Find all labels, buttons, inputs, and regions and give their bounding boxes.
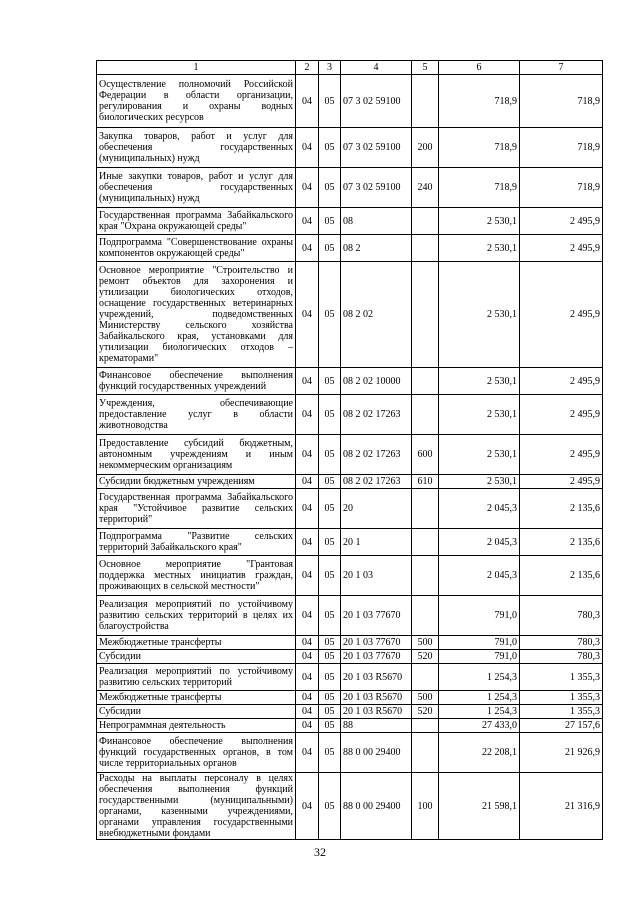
- row-amount-col7: 780,3: [520, 636, 603, 650]
- row-name: Межбюджетные трансферты: [97, 636, 296, 650]
- row-target-code: 08 2 02 17263: [341, 475, 412, 489]
- row-expense-type: [412, 529, 439, 556]
- row-expense-type: [412, 75, 439, 128]
- table-row: [97, 75, 603, 128]
- row-name: Государственная программа Забайкальского края "Охрана окружающей среды": [97, 208, 296, 235]
- row-amount-col6: 718,9: [439, 75, 520, 128]
- row-expense-type: [412, 719, 439, 733]
- table-row: [97, 435, 603, 475]
- row-name: Основное мероприятие "Грантовая поддержка местных инициатив граждан, проживающих в сельской местности": [97, 556, 296, 596]
- table-row: [97, 128, 603, 168]
- row-target-code: 20 1 03 R5670: [341, 691, 412, 705]
- row-expense-type: 500: [412, 691, 439, 705]
- row-subsection: 05: [319, 773, 341, 840]
- row-subsection: 05: [319, 208, 341, 235]
- table-header-row: [97, 61, 603, 75]
- row-section: 04: [296, 368, 319, 395]
- row-section: 04: [296, 168, 319, 208]
- table-row: [97, 691, 603, 705]
- row-target-code: 88 0 00 29400: [341, 773, 412, 840]
- header-cell: 6: [439, 61, 520, 75]
- row-amount-col7: 718,9: [520, 128, 603, 168]
- row-target-code: 07 3 02 59100: [341, 168, 412, 208]
- row-section: 04: [296, 529, 319, 556]
- row-subsection: 05: [319, 235, 341, 262]
- row-target-code: 08 2 02 17263: [341, 395, 412, 435]
- row-expense-type: [412, 664, 439, 691]
- row-subsection: 05: [319, 435, 341, 475]
- row-expense-type: 200: [412, 128, 439, 168]
- table-row: [97, 395, 603, 435]
- row-amount-col7: 2 135,6: [520, 489, 603, 529]
- row-target-code: 88: [341, 719, 412, 733]
- row-amount-col7: 27 157,6: [520, 719, 603, 733]
- row-amount-col6: 2 530,1: [439, 435, 520, 475]
- row-section: 04: [296, 395, 319, 435]
- row-subsection: 05: [319, 529, 341, 556]
- table-row: [97, 773, 603, 840]
- row-target-code: 20 1 03 77670: [341, 650, 412, 664]
- row-expense-type: [412, 368, 439, 395]
- row-expense-type: [412, 556, 439, 596]
- row-subsection: 05: [319, 395, 341, 435]
- table-row: [97, 262, 603, 368]
- row-target-code: 07 3 02 59100: [341, 75, 412, 128]
- row-target-code: 20 1 03 R5670: [341, 664, 412, 691]
- row-section: 04: [296, 489, 319, 529]
- header-cell: 2: [296, 61, 319, 75]
- table-row: [97, 650, 603, 664]
- row-amount-col7: 2 495,9: [520, 395, 603, 435]
- header-cell: 3: [319, 61, 341, 75]
- table-row: [97, 368, 603, 395]
- header-cell: 5: [412, 61, 439, 75]
- row-amount-col7: 2 495,9: [520, 368, 603, 395]
- table-row: [97, 235, 603, 262]
- row-amount-col7: 1 355,3: [520, 705, 603, 719]
- row-expense-type: [412, 733, 439, 773]
- header-cell: 7: [520, 61, 603, 75]
- row-subsection: 05: [319, 368, 341, 395]
- row-name: Подпрограмма "Развитие сельских территорий Забайкальского края": [97, 529, 296, 556]
- row-amount-col7: 21 316,9: [520, 773, 603, 840]
- row-amount-col7: 2 495,9: [520, 262, 603, 368]
- row-amount-col6: 1 254,3: [439, 664, 520, 691]
- table-row: [97, 529, 603, 556]
- table-row: [97, 733, 603, 773]
- page-number: 32: [314, 845, 326, 859]
- table-row: [97, 168, 603, 208]
- table-row: [97, 556, 603, 596]
- row-section: 04: [296, 773, 319, 840]
- row-target-code: 20 1: [341, 529, 412, 556]
- row-section: 04: [296, 719, 319, 733]
- row-target-code: 08 2: [341, 235, 412, 262]
- row-target-code: 20 1 03 77670: [341, 636, 412, 650]
- row-section: 04: [296, 733, 319, 773]
- table-row: [97, 719, 603, 733]
- row-subsection: 05: [319, 691, 341, 705]
- row-amount-col6: 718,9: [439, 168, 520, 208]
- row-subsection: 05: [319, 733, 341, 773]
- row-amount-col7: 1 355,3: [520, 691, 603, 705]
- row-subsection: 05: [319, 489, 341, 529]
- row-subsection: 05: [319, 168, 341, 208]
- row-amount-col7: 718,9: [520, 75, 603, 128]
- row-section: 04: [296, 75, 319, 128]
- table-row: [97, 475, 603, 489]
- row-amount-col7: 21 926,9: [520, 733, 603, 773]
- row-amount-col6: 791,0: [439, 636, 520, 650]
- row-section: 04: [296, 596, 319, 636]
- row-expense-type: 520: [412, 650, 439, 664]
- row-amount-col7: 2 135,6: [520, 556, 603, 596]
- row-amount-col6: 21 598,1: [439, 773, 520, 840]
- row-amount-col7: 2 495,9: [520, 435, 603, 475]
- row-subsection: 05: [319, 75, 341, 128]
- budget-table: [96, 60, 603, 840]
- header-cell: 4: [341, 61, 412, 75]
- row-name: Государственная программа Забайкальского края "Устойчивое развитие сельских территорий": [97, 489, 296, 529]
- row-section: 04: [296, 556, 319, 596]
- row-name: Субсидии: [97, 650, 296, 664]
- row-expense-type: [412, 262, 439, 368]
- row-target-code: 08 2 02 10000: [341, 368, 412, 395]
- row-name: Субсидии: [97, 705, 296, 719]
- table-row: [97, 489, 603, 529]
- row-expense-type: 100: [412, 773, 439, 840]
- row-section: 04: [296, 128, 319, 168]
- row-target-code: 08: [341, 208, 412, 235]
- table-row: [97, 705, 603, 719]
- row-amount-col6: 791,0: [439, 650, 520, 664]
- row-section: 04: [296, 475, 319, 489]
- row-name: Реализация мероприятий по устойчивому развитию сельских территорий в целях их благоустройства: [97, 596, 296, 636]
- row-subsection: 05: [319, 128, 341, 168]
- row-expense-type: [412, 489, 439, 529]
- row-amount-col7: 780,3: [520, 650, 603, 664]
- row-section: 04: [296, 262, 319, 368]
- row-name: Реализация мероприятий по устойчивому развитию сельских территорий: [97, 664, 296, 691]
- row-expense-type: 600: [412, 435, 439, 475]
- row-subsection: 05: [319, 262, 341, 368]
- row-amount-col7: 1 355,3: [520, 664, 603, 691]
- row-amount-col7: 780,3: [520, 596, 603, 636]
- row-amount-col6: 2 045,3: [439, 556, 520, 596]
- row-name: Финансовое обеспечение выполнения функций государственных органов, в том числе территориальных органов: [97, 733, 296, 773]
- row-amount-col7: 2 135,6: [520, 529, 603, 556]
- row-target-code: 07 3 02 59100: [341, 128, 412, 168]
- row-amount-col6: 2 045,3: [439, 489, 520, 529]
- row-subsection: 05: [319, 705, 341, 719]
- row-expense-type: [412, 208, 439, 235]
- table-row: [97, 664, 603, 691]
- row-name: Межбюджетные трансферты: [97, 691, 296, 705]
- table-row: [97, 208, 603, 235]
- row-name: Подпрограмма "Совершенствование охраны компонентов окружающей среды": [97, 235, 296, 262]
- row-name: Осуществление полномочий Российской Федерации в области организации, регулирования и охраны водных биологических ресурсов: [97, 75, 296, 128]
- row-amount-col7: 718,9: [520, 168, 603, 208]
- row-expense-type: 500: [412, 636, 439, 650]
- row-expense-type: 240: [412, 168, 439, 208]
- row-amount-col6: 2 530,1: [439, 235, 520, 262]
- row-target-code: 20 1 03: [341, 556, 412, 596]
- table-row: [97, 596, 603, 636]
- row-amount-col6: 791,0: [439, 596, 520, 636]
- header-cell: 1: [97, 61, 296, 75]
- row-amount-col6: 2 530,1: [439, 208, 520, 235]
- row-amount-col6: 1 254,3: [439, 705, 520, 719]
- row-subsection: 05: [319, 636, 341, 650]
- row-name: Основное мероприятие "Строительство и ремонт объектов для захоронения и утилизации биологических отходов, оснащение государственных ветеринарных учреждений, подведомственных Министерству сельского хозяйства Забайкальского края, установками для утилизации биологических отходов – крематорами": [97, 262, 296, 368]
- row-expense-type: 610: [412, 475, 439, 489]
- row-target-code: 20 1 03 R5670: [341, 705, 412, 719]
- row-name: Учреждения, обеспечивающие предоставление услуг в области животноводства: [97, 395, 296, 435]
- row-section: 04: [296, 208, 319, 235]
- row-name: Иные закупки товаров, работ и услуг для обеспечения государственных (муниципальных) нужд: [97, 168, 296, 208]
- row-amount-col6: 718,9: [439, 128, 520, 168]
- table-row: [97, 636, 603, 650]
- row-section: 04: [296, 435, 319, 475]
- row-subsection: 05: [319, 596, 341, 636]
- row-target-code: 88 0 00 29400: [341, 733, 412, 773]
- row-name: Закупка товаров, работ и услуг для обеспечения государственных (муниципальных) нужд: [97, 128, 296, 168]
- row-target-code: 20: [341, 489, 412, 529]
- row-subsection: 05: [319, 650, 341, 664]
- row-name: Предоставление субсидий бюджетным, автономным учреждениям и иным некоммерческим организациям: [97, 435, 296, 475]
- row-name: Финансовое обеспечение выполнения функций государственных учреждений: [97, 368, 296, 395]
- row-target-code: 08 2 02: [341, 262, 412, 368]
- row-section: 04: [296, 235, 319, 262]
- row-name: Субсидии бюджетным учреждениям: [97, 475, 296, 489]
- row-section: 04: [296, 664, 319, 691]
- row-amount-col6: 1 254,3: [439, 691, 520, 705]
- row-target-code: 08 2 02 17263: [341, 435, 412, 475]
- row-expense-type: [412, 395, 439, 435]
- row-section: 04: [296, 691, 319, 705]
- row-subsection: 05: [319, 664, 341, 691]
- row-amount-col6: 2 530,1: [439, 262, 520, 368]
- row-amount-col7: 2 495,9: [520, 475, 603, 489]
- row-amount-col7: 2 495,9: [520, 235, 603, 262]
- row-amount-col6: 2 530,1: [439, 475, 520, 489]
- row-subsection: 05: [319, 719, 341, 733]
- row-name: Расходы на выплаты персоналу в целях обеспечения выполнения функций государственными (муниципальными) органами, казенными учреждениями, органами управления государственными внебюджетными фондами: [97, 773, 296, 840]
- row-section: 04: [296, 650, 319, 664]
- row-amount-col6: 2 530,1: [439, 395, 520, 435]
- row-section: 04: [296, 705, 319, 719]
- row-subsection: 05: [319, 475, 341, 489]
- row-section: 04: [296, 636, 319, 650]
- row-expense-type: [412, 596, 439, 636]
- row-amount-col6: 2 045,3: [439, 529, 520, 556]
- row-amount-col7: 2 495,9: [520, 208, 603, 235]
- row-name: Непрограммная деятельность: [97, 719, 296, 733]
- row-amount-col6: 2 530,1: [439, 368, 520, 395]
- row-target-code: 20 1 03 77670: [341, 596, 412, 636]
- row-expense-type: 520: [412, 705, 439, 719]
- row-amount-col6: 27 433,0: [439, 719, 520, 733]
- row-subsection: 05: [319, 556, 341, 596]
- row-amount-col6: 22 208,1: [439, 733, 520, 773]
- row-expense-type: [412, 235, 439, 262]
